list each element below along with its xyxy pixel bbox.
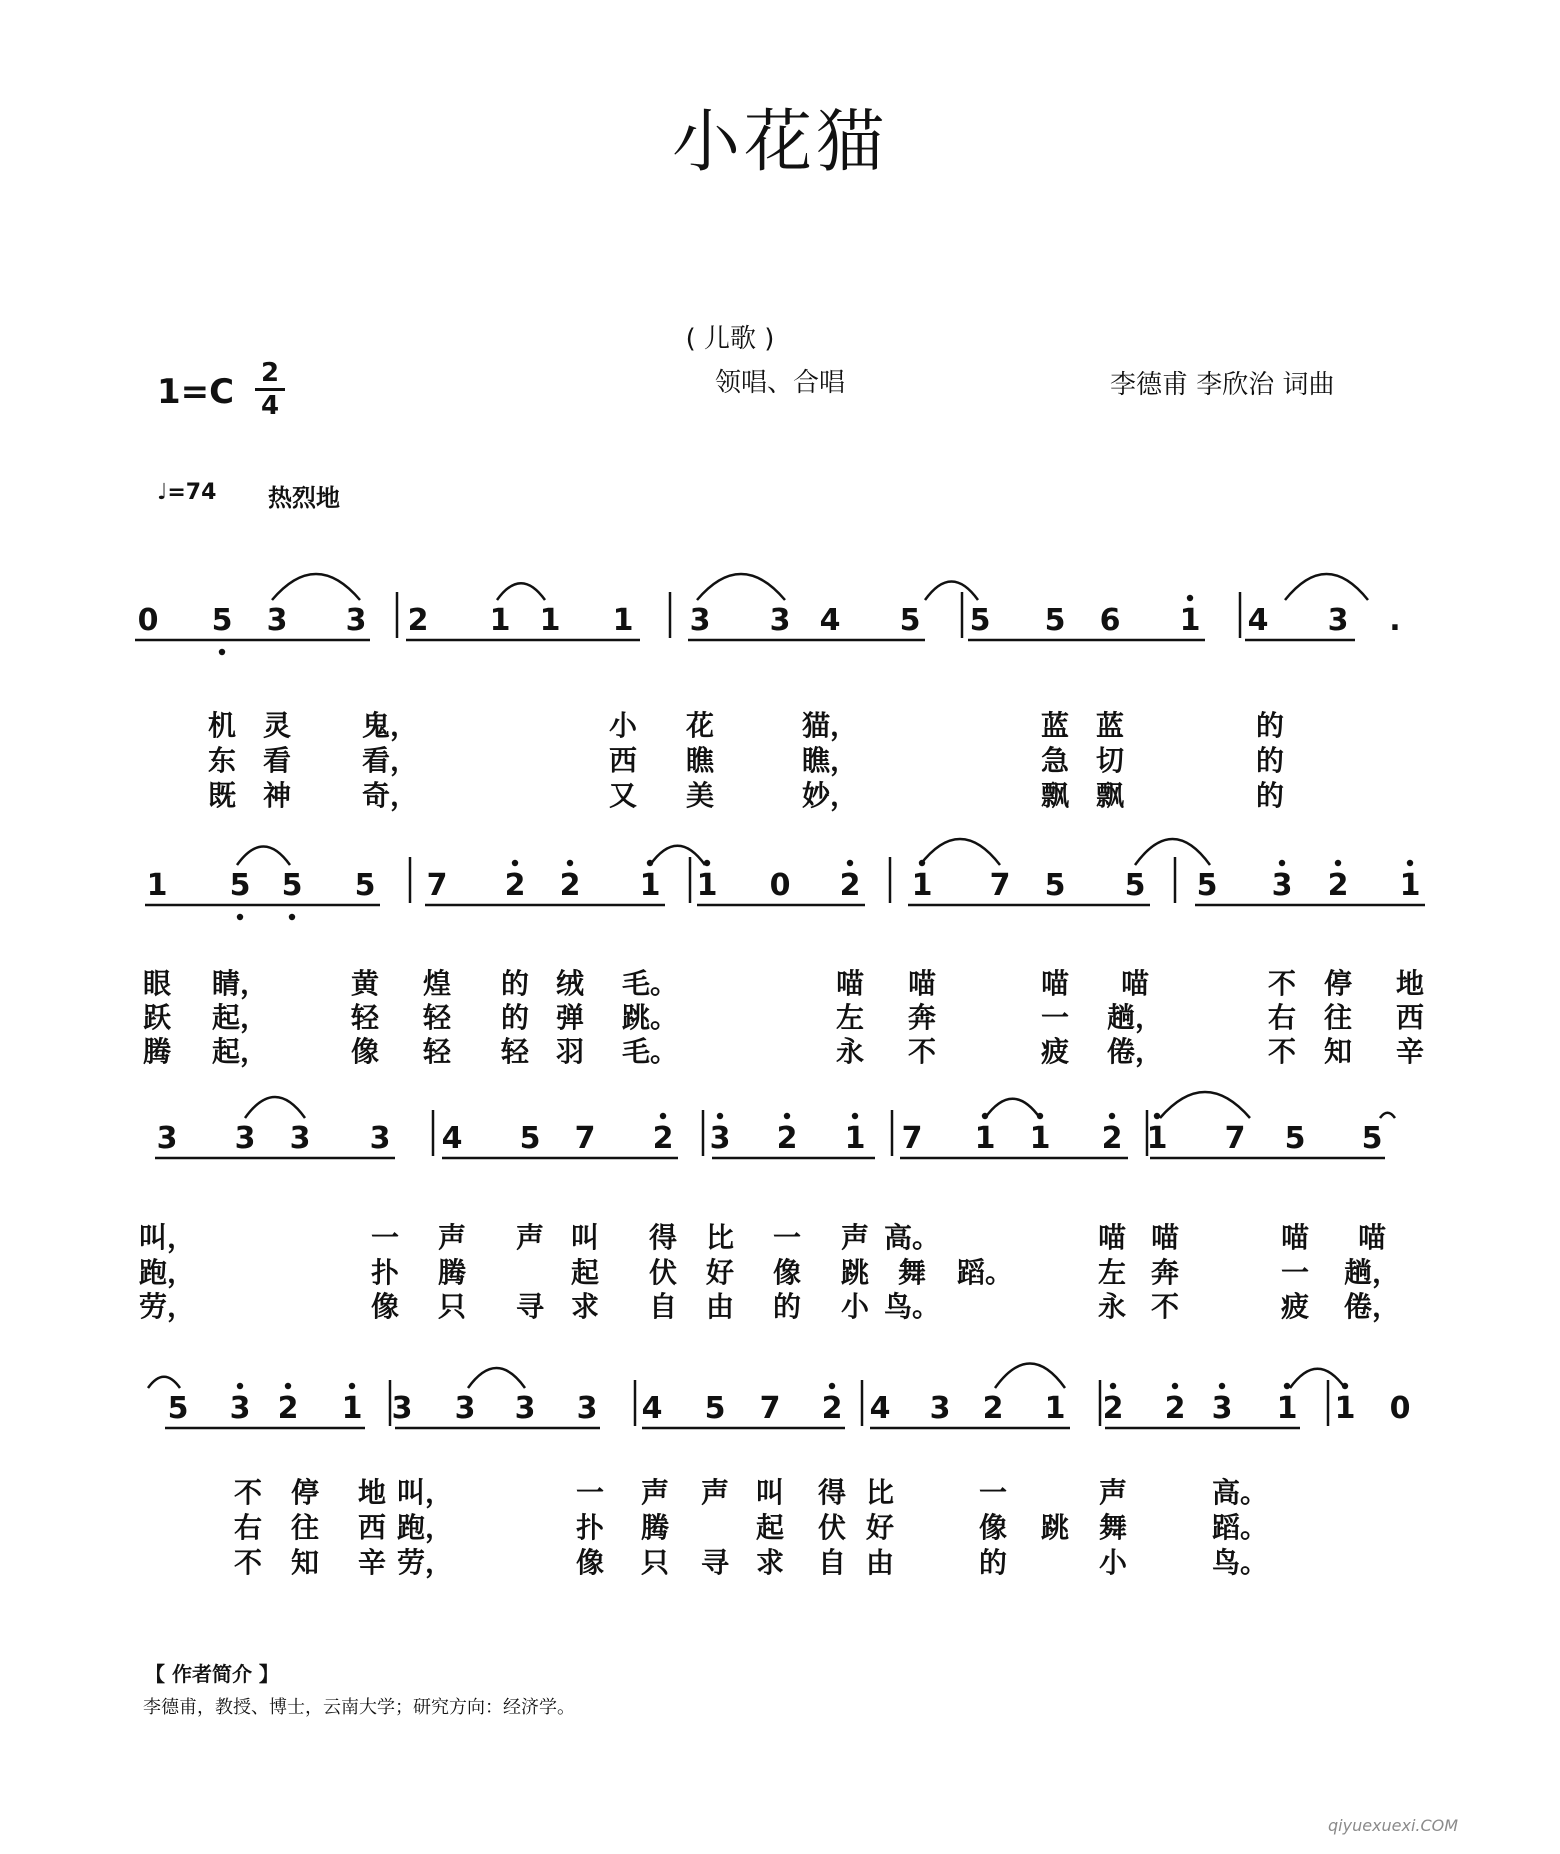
system-2-note: 1 [146, 868, 168, 903]
system-2-lyric: 轻 [422, 1035, 452, 1068]
system-4-lyric: 地 [357, 1476, 387, 1509]
system-4-lyric: 声 [640, 1476, 670, 1509]
system-3-lyric: 跑， [138, 1256, 196, 1289]
system-4-lyric: 劳， [396, 1546, 454, 1579]
system-1-lyric: 东 [207, 744, 237, 777]
system-3-lyric: 只 [437, 1290, 467, 1323]
performance-label: 领唱、合唱 [714, 368, 845, 398]
system-2-upper-dot [1407, 860, 1413, 866]
system-3-lyric: 叫 [570, 1221, 600, 1254]
system-2-note: 5 [229, 868, 251, 903]
system-2-note: 5 [1196, 868, 1218, 903]
system-3-note: 7 [574, 1121, 596, 1156]
system-4-lyric: 一 [978, 1476, 1008, 1509]
system-2-note: 7 [989, 868, 1011, 903]
key-signature: 1=C [157, 372, 235, 412]
system-2-lyric: 起， [211, 1035, 269, 1068]
system-3-note: 2 [1101, 1121, 1123, 1156]
time-sig-top: 2 [260, 358, 280, 388]
system-3-lyric: 求 [570, 1290, 600, 1323]
system-1-lyric: 猫， [801, 709, 859, 742]
system-4-note: 1 [1276, 1391, 1298, 1426]
system-1-lyric: 妙， [801, 779, 859, 812]
system-4-note: 0 [1389, 1391, 1411, 1426]
system-2-lyric: 倦， [1106, 1035, 1164, 1068]
system-4-slur [1290, 1369, 1345, 1388]
system-3-note: 2 [652, 1121, 674, 1156]
system-4-lyric: 一 [575, 1476, 605, 1509]
system-4-lyric: 停 [290, 1476, 320, 1509]
system-4-lyric: 寻 [700, 1546, 730, 1579]
system-4-note: 4 [641, 1391, 663, 1426]
system-3-note: 7 [1224, 1121, 1246, 1156]
system-3-note: 1 [844, 1121, 866, 1156]
system-2-lyric: 的 [500, 967, 530, 1000]
system-4-lyric: 比 [865, 1476, 895, 1509]
system-4-note: 3 [929, 1391, 951, 1426]
system-3-lyric: 伏 [648, 1256, 678, 1289]
system-2-lyric: 绒 [555, 967, 585, 1000]
system-3-upper-dot [1109, 1113, 1115, 1119]
system-1-lyric: 急 [1040, 744, 1070, 777]
system-2-lyric: 跳。 [621, 1001, 679, 1034]
system-1-lyric: 蓝 [1040, 709, 1070, 742]
system-4-slur [995, 1364, 1065, 1389]
system-1-lyric: 的 [1255, 779, 1285, 812]
system-4-lyric: 扑 [575, 1511, 605, 1544]
system-1-note: 3 [345, 603, 367, 638]
system-2-lower-dot [237, 914, 243, 920]
system-3-lyric: 鸟。 [883, 1290, 941, 1323]
system-1-lyric: 既 [207, 779, 237, 812]
genre-label: ( 儿歌 ) [685, 324, 775, 354]
system-4-lyric: 蹈。 [1211, 1511, 1269, 1544]
watermark: qiyuexuexi.COM [1328, 1816, 1459, 1835]
system-2-lyric: 右 [1267, 1001, 1297, 1034]
system-4-lyric: 鸟。 [1211, 1546, 1269, 1579]
system-4-lyric: 伏 [817, 1511, 847, 1544]
system-1-note: 1 [612, 603, 634, 638]
system-4-lyric: 舞 [1098, 1511, 1128, 1544]
system-2-upper-dot [567, 860, 573, 866]
system-2-lyric: 左 [835, 1001, 865, 1034]
system-2-lyric: 辛 [1395, 1035, 1425, 1068]
system-2-note: 5 [1124, 868, 1146, 903]
system-2-lyric: 喵 [907, 967, 937, 1000]
system-4-note: 2 [821, 1391, 843, 1426]
system-1-lyric: 切 [1095, 744, 1125, 777]
system-3-note: 3 [156, 1121, 178, 1156]
system-2-lyric: 停 [1323, 967, 1353, 1000]
system-4-lyric: 由 [865, 1546, 895, 1579]
system-4-note: 2 [1164, 1391, 1186, 1426]
system-3-lyric: 奔 [1150, 1256, 1180, 1289]
system-4-lyric: 求 [755, 1546, 785, 1579]
system-4-upper-dot [237, 1383, 243, 1389]
system-3-lyric: 喵 [1097, 1221, 1127, 1254]
system-4-lyric: 自 [817, 1546, 847, 1579]
system-2-lyric: 跃 [142, 1001, 172, 1034]
system-3-lyric: 左 [1097, 1256, 1127, 1289]
system-4-note: 7 [759, 1391, 781, 1426]
system-4-lyric: 声 [1098, 1476, 1128, 1509]
system-1-lower-dot [219, 649, 225, 655]
system-1-lyric: 瞧 [685, 744, 715, 777]
system-2-slur [1135, 839, 1210, 865]
system-1-lyric: 鬼， [361, 709, 419, 742]
system-2-lyric: 轻 [350, 1001, 380, 1034]
system-2-note: 2 [504, 868, 526, 903]
system-2-slur [650, 846, 705, 865]
system-4-lyric: 不 [233, 1546, 263, 1579]
system-1-lyric: 机 [207, 709, 237, 742]
system-4-upper-dot [1284, 1383, 1290, 1389]
system-3-lyric: 一 [370, 1221, 400, 1254]
system-4-note: 3 [1211, 1391, 1233, 1426]
system-3-note: 5 [1361, 1121, 1383, 1156]
system-1-lyric: 飘 [1095, 779, 1125, 812]
system-3-lyric: 像 [772, 1256, 802, 1289]
system-1-lyric: 飘 [1040, 779, 1070, 812]
system-2-note: 1 [911, 868, 933, 903]
time-sig-bottom: 4 [260, 391, 280, 421]
system-3-note: 3 [369, 1121, 391, 1156]
system-3-lyric: 喵 [1357, 1221, 1387, 1254]
system-1-note: 5 [211, 603, 233, 638]
system-3-slur [245, 1097, 305, 1118]
system-2-note: 2 [559, 868, 581, 903]
system-4-lyric: 跳 [1040, 1511, 1070, 1544]
system-2-lyric: 喵 [1120, 967, 1150, 1000]
system-2-note: 5 [354, 868, 376, 903]
system-2-lyric: 喵 [835, 967, 865, 1000]
system-3-lyric: 好 [705, 1256, 735, 1289]
system-4-note: 3 [454, 1391, 476, 1426]
system-1-upper-dot [1187, 595, 1193, 601]
system-2-lyric: 地 [1395, 967, 1425, 1000]
system-3-lyric: 像 [370, 1290, 400, 1323]
system-2-note: 1 [696, 868, 718, 903]
system-4-lyric: 叫， [396, 1476, 454, 1509]
system-2-lyric: 轻 [500, 1035, 530, 1068]
system-3-upper-dot [1154, 1113, 1160, 1119]
composer-credit: 李德甫 李欣治 词曲 [1110, 370, 1335, 400]
system-4-lyric: 辛 [357, 1546, 387, 1579]
system-2-lyric: 知 [1323, 1035, 1353, 1068]
system-2-note: 7 [426, 868, 448, 903]
system-4-slur [468, 1368, 525, 1388]
system-2-upper-dot [847, 860, 853, 866]
system-3-upper-dot [784, 1113, 790, 1119]
system-1-note: 3 [266, 603, 288, 638]
system-1-note: 1 [489, 603, 511, 638]
system-1-lyric: 瞧， [801, 744, 859, 777]
system-3-slur [1380, 1113, 1395, 1118]
system-4-lyric: 西 [357, 1511, 387, 1544]
system-4-upper-dot [1219, 1383, 1225, 1389]
system-3-note: 4 [441, 1121, 463, 1156]
system-2-lyric: 睛， [211, 967, 269, 1000]
system-1-lyric: 又 [608, 779, 638, 812]
system-3-lyric: 扑 [370, 1256, 400, 1289]
system-4-note: 5 [704, 1391, 726, 1426]
system-4-note: 3 [514, 1391, 536, 1426]
system-1-note: 5 [969, 603, 991, 638]
system-1-note: 3 [1327, 603, 1349, 638]
system-1-slur [1285, 574, 1368, 600]
system-3-note: 1 [1029, 1121, 1051, 1156]
system-1-lyric: 奇， [361, 779, 419, 812]
system-1-slur [272, 574, 360, 600]
system-3-lyric: 永 [1097, 1290, 1127, 1323]
system-3-note: 3 [234, 1121, 256, 1156]
system-1-lyric: 看， [361, 744, 419, 777]
system-4-upper-dot [1172, 1383, 1178, 1389]
system-4-note: 5 [167, 1391, 189, 1426]
system-4-note: 2 [1102, 1391, 1124, 1426]
system-4-lyric: 高。 [1211, 1476, 1269, 1509]
system-3-lyric: 得 [648, 1221, 678, 1254]
system-2-lyric: 一 [1040, 1001, 1070, 1034]
system-3-note: 1 [1146, 1121, 1168, 1156]
system-3-lyric: 自 [648, 1290, 678, 1323]
system-2-lyric: 毛。 [621, 1035, 679, 1068]
system-2-upper-dot [1279, 860, 1285, 866]
system-1-lyric: 神 [262, 779, 292, 812]
system-3-lyric: 小 [840, 1290, 870, 1323]
system-1-lyric: 蓝 [1095, 709, 1125, 742]
system-1-lyric: 美 [685, 779, 715, 812]
system-1-lyric: 西 [608, 744, 638, 777]
system-3-lyric: 一 [772, 1221, 802, 1254]
system-3-lyric: 由 [705, 1290, 735, 1323]
system-3-lyric: 声 [515, 1221, 545, 1254]
system-3-lyric: 高。 [883, 1221, 941, 1254]
song-title: 小花猫 [671, 103, 888, 182]
system-1-note: 5 [899, 603, 921, 638]
system-4-note: 2 [982, 1391, 1004, 1426]
system-4-note: 4 [869, 1391, 891, 1426]
system-3-lyric: 疲 [1280, 1290, 1310, 1323]
system-3-upper-dot [717, 1113, 723, 1119]
system-1-slur [697, 574, 785, 600]
system-1-lyric: 小 [608, 709, 638, 742]
system-4-upper-dot [285, 1383, 291, 1389]
system-3-lyric: 趟， [1343, 1256, 1401, 1289]
expression-marking: 热烈地 [268, 484, 340, 512]
system-1-lyric: 的 [1255, 709, 1285, 742]
system-3-slur [1160, 1092, 1250, 1118]
system-4-lyric: 得 [817, 1476, 847, 1509]
system-3-lyric: 起 [570, 1256, 600, 1289]
system-2-lyric: 奔 [907, 1001, 937, 1034]
system-3-lyric: 喵 [1280, 1221, 1310, 1254]
system-2-lyric: 疲 [1040, 1035, 1070, 1068]
system-1-note: 1 [1179, 603, 1201, 638]
system-2-lyric: 煌 [422, 967, 452, 1000]
system-2-lyric: 弹 [555, 1001, 585, 1034]
system-4-lyric: 声 [700, 1476, 730, 1509]
system-4-lyric: 右 [233, 1511, 263, 1544]
system-3-lyric: 倦， [1343, 1290, 1401, 1323]
system-2-note: 0 [769, 868, 791, 903]
system-1-slur [925, 581, 978, 600]
system-3-lyric: 一 [1280, 1256, 1310, 1289]
system-2-slur [920, 839, 1000, 865]
system-1-note: 5 [1044, 603, 1066, 638]
bio-heading: 【 作者简介 】 [145, 1662, 279, 1686]
system-3-upper-dot [660, 1113, 666, 1119]
system-3-lyric: 寻 [515, 1290, 545, 1323]
system-2-lyric: 黄 [350, 967, 380, 1000]
system-4-slur [148, 1377, 180, 1388]
system-1-note: 0 [137, 603, 159, 638]
system-3-note: 7 [901, 1121, 923, 1156]
system-4-note: 3 [576, 1391, 598, 1426]
system-1-note: 1 [539, 603, 561, 638]
system-1-note: 6 [1099, 603, 1121, 638]
system-3-note: 3 [289, 1121, 311, 1156]
system-3-lyric: 不 [1150, 1290, 1180, 1323]
system-3-lyric: 蹈。 [956, 1256, 1014, 1289]
system-4-lyric: 往 [290, 1511, 320, 1544]
system-1-lyric: 花 [685, 709, 715, 742]
system-2-lyric: 像 [350, 1035, 380, 1068]
system-2-note: 1 [1399, 868, 1421, 903]
system-4-lyric: 知 [290, 1546, 320, 1579]
system-3-lyric: 喵 [1150, 1221, 1180, 1254]
system-4-lyric: 像 [575, 1546, 605, 1579]
system-2-lyric: 往 [1323, 1001, 1353, 1034]
system-1-note: 4 [819, 603, 841, 638]
system-3-lyric: 比 [705, 1221, 735, 1254]
bio-text: 李德甫，教授、博士，云南大学；研究方向：经济学。 [143, 1697, 575, 1718]
system-3-lyric: 舞 [897, 1256, 927, 1289]
system-2-lower-dot [289, 914, 295, 920]
system-4-lyric: 像 [978, 1511, 1008, 1544]
system-4-note: 1 [341, 1391, 363, 1426]
system-2-lyric: 不 [1267, 967, 1297, 1000]
system-4-lyric: 起 [755, 1511, 785, 1544]
system-4-upper-dot [349, 1383, 355, 1389]
system-4-lyric: 只 [640, 1546, 670, 1579]
system-4-lyric: 的 [978, 1546, 1008, 1579]
system-2-note: 2 [839, 868, 861, 903]
system-2-lyric: 毛。 [621, 967, 679, 1000]
system-1-note: 2 [407, 603, 429, 638]
system-2-upper-dot [1335, 860, 1341, 866]
system-4-note: 3 [391, 1391, 413, 1426]
tempo-marking: ♩=74 [157, 480, 217, 505]
system-3-lyric: 声 [840, 1221, 870, 1254]
system-3-lyric: 叫， [138, 1221, 196, 1254]
system-1-slur [497, 583, 545, 600]
system-3-lyric: 声 [437, 1221, 467, 1254]
system-4-lyric: 叫 [755, 1476, 785, 1509]
system-2-note: 1 [639, 868, 661, 903]
system-4-lyric: 不 [233, 1476, 263, 1509]
system-3-lyric: 的 [772, 1290, 802, 1323]
system-3-upper-dot [852, 1113, 858, 1119]
system-3-slur [985, 1099, 1040, 1118]
system-4-lyric: 小 [1098, 1546, 1128, 1579]
system-2-lyric: 眼 [142, 967, 172, 1000]
system-2-lyric: 不 [1267, 1035, 1297, 1068]
system-4-lyric: 好 [865, 1511, 895, 1544]
system-2-lyric: 不 [907, 1035, 937, 1068]
system-2-lyric: 西 [1395, 1001, 1425, 1034]
system-4-lyric: 腾 [640, 1511, 670, 1544]
system-2-note: 5 [281, 868, 303, 903]
system-2-slur [237, 846, 290, 865]
system-2-note: 3 [1271, 868, 1293, 903]
system-4-upper-dot [829, 1383, 835, 1389]
system-3-note: 2 [776, 1121, 798, 1156]
system-2-lyric: 的 [500, 1001, 530, 1034]
system-2-lyric: 腾 [142, 1035, 172, 1068]
system-3-lyric: 劳， [138, 1290, 196, 1323]
system-1-lyric: 灵 [262, 709, 292, 742]
system-3-note: 5 [1284, 1121, 1306, 1156]
system-4-note: 1 [1334, 1391, 1356, 1426]
system-2-lyric: 喵 [1040, 967, 1070, 1000]
system-4-note: 3 [229, 1391, 251, 1426]
system-3-lyric: 跳 [840, 1256, 870, 1289]
system-4-lyric: 跑， [396, 1511, 454, 1544]
system-2-lyric: 永 [835, 1035, 865, 1068]
system-3-note: 1 [974, 1121, 996, 1156]
system-4-note: 2 [277, 1391, 299, 1426]
system-4-note: 1 [1044, 1391, 1066, 1426]
system-2-note: 2 [1327, 868, 1349, 903]
system-1-note: 3 [689, 603, 711, 638]
system-2-upper-dot [512, 860, 518, 866]
system-2-lyric: 起， [211, 1001, 269, 1034]
system-1-lyric: 看 [262, 744, 292, 777]
system-1-note: . [1389, 603, 1401, 638]
system-4-upper-dot [1110, 1383, 1116, 1389]
system-3-note: 5 [519, 1121, 541, 1156]
system-2-lyric: 羽 [555, 1035, 585, 1068]
system-3-lyric: 腾 [437, 1256, 467, 1289]
system-1-lyric: 的 [1255, 744, 1285, 777]
system-1-note: 4 [1247, 603, 1269, 638]
system-1-note: 3 [769, 603, 791, 638]
system-2-lyric: 趟， [1106, 1001, 1164, 1034]
system-2-lyric: 轻 [422, 1001, 452, 1034]
system-3-note: 3 [709, 1121, 731, 1156]
system-2-note: 5 [1044, 868, 1066, 903]
